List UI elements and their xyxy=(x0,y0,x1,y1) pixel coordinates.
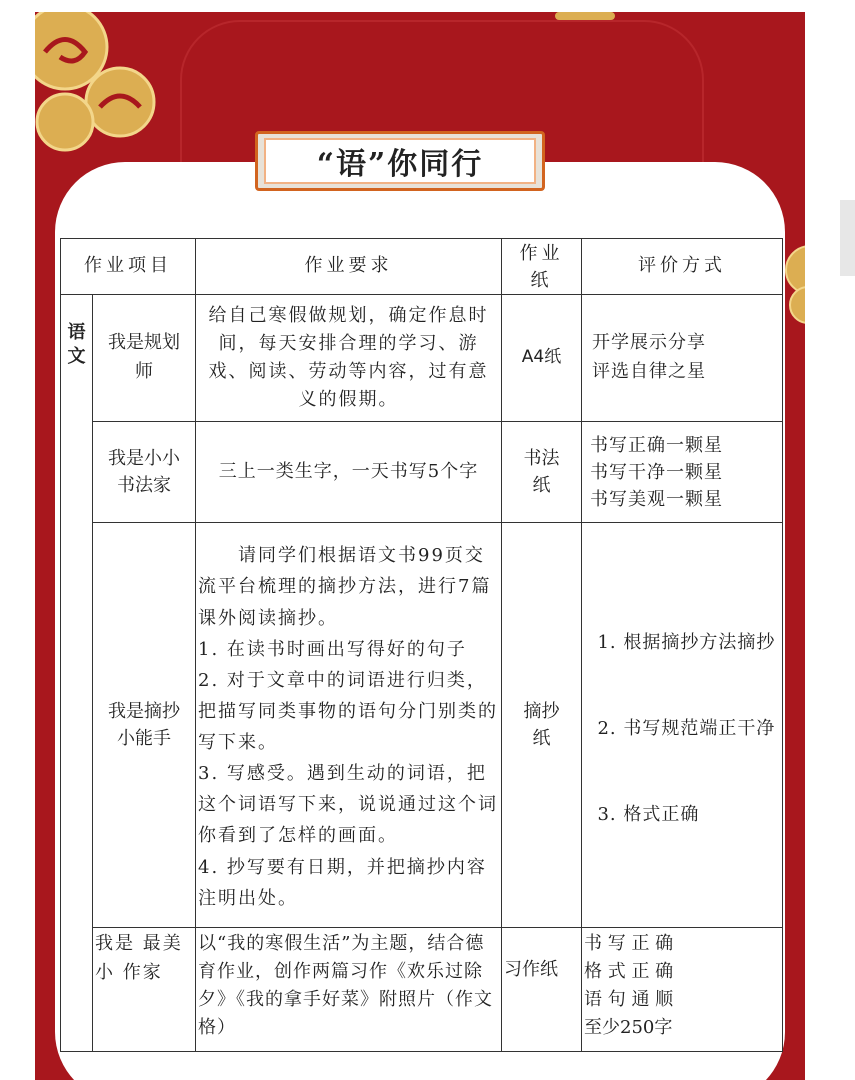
table-row xyxy=(61,928,783,1052)
page-title: “语”你同行 xyxy=(266,140,534,182)
evaluation-cell xyxy=(582,523,783,928)
item-cell: 我是摘抄小能手 xyxy=(93,523,196,928)
auspicious-cloud-top-left-icon xyxy=(35,12,185,167)
evaluation-cell xyxy=(582,422,783,523)
paper-cell: 摘抄纸 xyxy=(502,523,582,928)
table-row xyxy=(61,295,783,422)
subject-label: 语文 xyxy=(61,295,93,1052)
requirement-cell: 以“我的寒假生活”为主题，结合德育作业，创作两篇习作《欢乐过除夕》《我的拿手好菜》附照片（作文格） xyxy=(196,928,502,1052)
evaluation-line: 书写美观一颗星 xyxy=(590,488,723,510)
requirement-cell: 三上一类生字，一天书写5个字 xyxy=(196,422,502,523)
requirement-line: 请同学们根据语文书99页交流平台梳理的摘抄方法，进行7篇课外阅读摘抄。 xyxy=(198,545,492,629)
evaluation-line: 语 句 通 顺 xyxy=(584,988,674,1010)
item-cell: 我是规划师 xyxy=(93,295,196,422)
requirement-line: 4. 抄写要有日期，并把摘抄内容注明出处。 xyxy=(198,856,487,909)
item-cell: 我是 最美 小 作家 xyxy=(93,928,196,1052)
title-banner xyxy=(255,131,545,191)
evaluation-line: 2. 书写规范端正干净 xyxy=(584,717,776,739)
paper-cell: 书法纸 xyxy=(502,422,582,523)
evaluation-line: 3. 格式正确 xyxy=(584,804,700,826)
requirement-line: 2. 对于文章中的词语进行归类，把描写同类事物的语句分门别类的写下来。 xyxy=(198,669,498,753)
evaluation-line: 书写干净一颗星 xyxy=(590,461,723,483)
page-edge-strip xyxy=(840,200,855,276)
table-header-row xyxy=(61,239,783,295)
requirement-line: 3. 写感受。遇到生动的词语，把这个词语写下来，说说通过这个词你看到了怎样的画面。 xyxy=(198,763,498,847)
table-row xyxy=(61,523,783,928)
header-item: 作业项目 xyxy=(61,239,196,295)
evaluation-cell xyxy=(582,295,783,422)
gold-fleck xyxy=(555,12,615,20)
homework-table xyxy=(60,238,783,1052)
item-cell: 我是小小书法家 xyxy=(93,422,196,523)
evaluation-line: 书写正确一颗星 xyxy=(590,434,723,456)
paper-cell: A4纸 xyxy=(502,295,582,422)
header-paper: 作业纸 xyxy=(502,239,582,295)
requirement-cell: 给自己寒假做规划，确定作息时间，每天安排合理的学习、游戏、阅读、劳动等内容，过有意义的假期。 xyxy=(196,295,502,422)
requirement-cell xyxy=(196,523,502,928)
evaluation-line: 格 式 正 确 xyxy=(584,960,674,982)
evaluation-line: 1. 根据摘抄方法摘抄 xyxy=(584,631,776,653)
table-row xyxy=(61,422,783,523)
evaluation-line: 开学展示分享 xyxy=(592,332,706,354)
evaluation-cell xyxy=(582,928,783,1052)
evaluation-line: 评选自律之星 xyxy=(592,361,706,382)
evaluation-line: 书 写 正 确 xyxy=(584,933,674,954)
header-evaluation: 评价方式 xyxy=(582,239,783,295)
header-requirement: 作业要求 xyxy=(196,239,502,295)
paper-cell: 习作纸 xyxy=(502,928,582,1052)
evaluation-line: 至少250字 xyxy=(584,1016,673,1038)
requirement-line: 1. 在读书时画出写得好的句子 xyxy=(198,638,467,660)
